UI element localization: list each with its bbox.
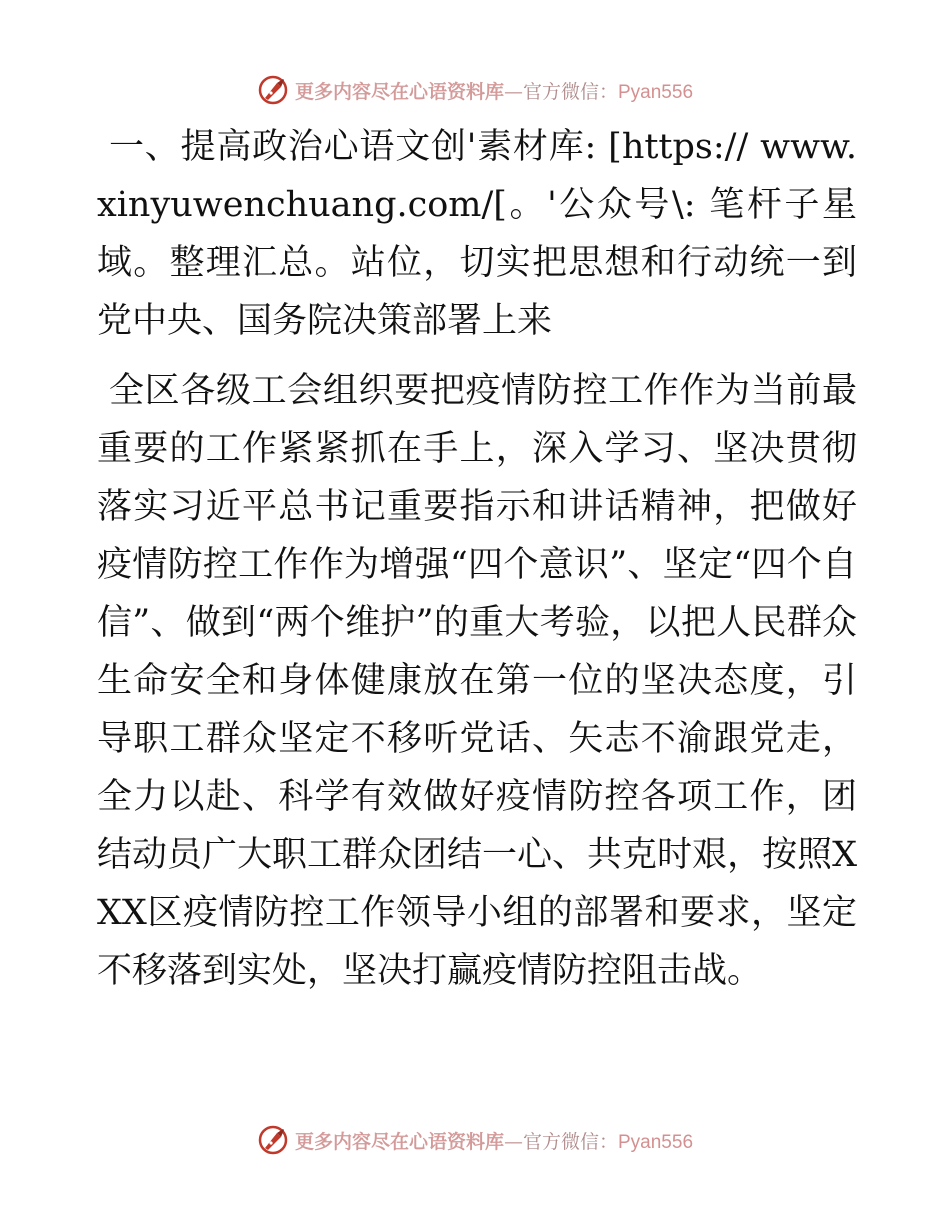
- paragraph-heading: 一、提高政治心语文创'素材库: [https:// www.xinyuwenchuang.com/[。'公众号\: 笔杆子星域。整理汇总。站位，切实把思想和行动统一到党中央、国务院决策部署上来: [97, 127, 857, 341]
- banner-wechat-handle: Pyan556: [618, 81, 694, 103]
- banner-official-label: 官方微信：: [522, 1130, 618, 1153]
- banner-text: [295, 1127, 693, 1154]
- banner-main-text: 更多内容尽在心语资料库: [294, 80, 504, 103]
- header-banner: [0, 70, 950, 110]
- banner-text: [295, 77, 693, 104]
- paragraph-body: 全区各级工会组织要把疫情防控工作作为当前最重要的工作紧紧抓在手上，深入学习、坚决贯彻落实习近平总书记重要指示和讲话精神，把做好疫情防控工作作为增强“四个意识”、坚定“四个自信”、做到“两个维护”的重大考验，以把人民群众生命安全和身体健康放在第一位的坚决态度，引导职工群众坚定不移听党话、矢志不渝跟党走，全力以赴、科学有效做好疫情防控各项工作，团结动员广大职工群众团结一心、共克时艰，按照XXX区疫情防控工作领导小组的部署和要求，坚定不移落到实处，坚决打赢疫情防控阻击战。: [97, 371, 857, 991]
- banner-dash: —: [503, 1130, 523, 1153]
- banner-official-label: 官方微信：: [522, 80, 618, 103]
- banner-wechat-handle: Pyan556: [618, 1131, 694, 1153]
- document-body: [97, 118, 857, 1000]
- banner-main-text: 更多内容尽在心语资料库: [294, 1130, 504, 1153]
- banner-dash: —: [503, 80, 523, 103]
- footer-banner: [0, 1120, 950, 1160]
- pen-nib-logo-icon: [257, 1124, 289, 1156]
- pen-nib-logo-icon: [257, 74, 289, 106]
